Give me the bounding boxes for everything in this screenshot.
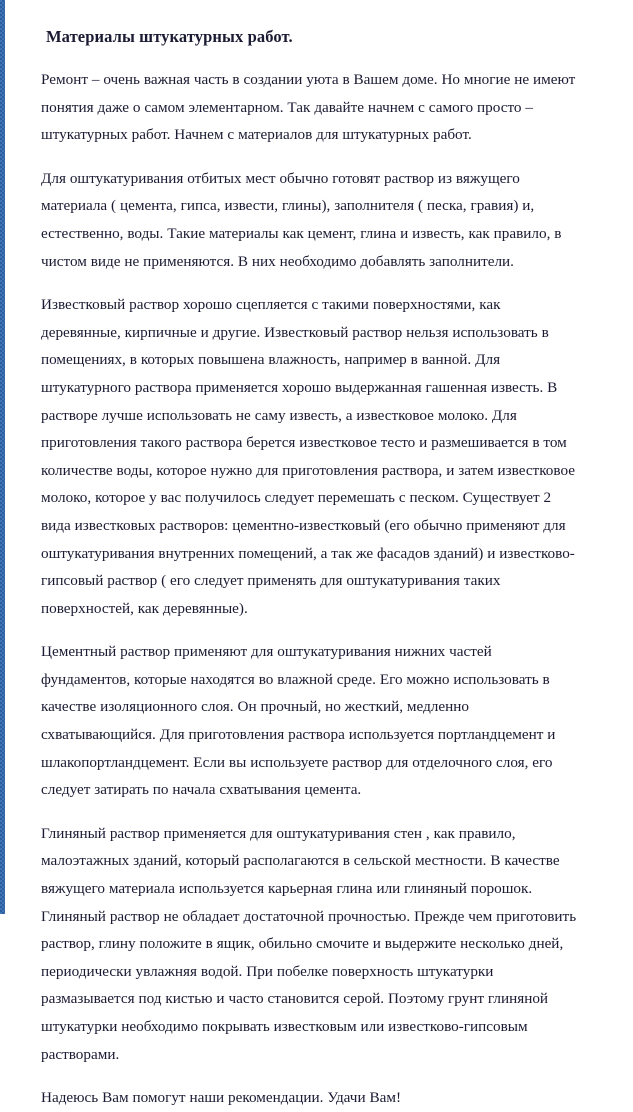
paragraph-lime-mortar: Известковый раствор хорошо сцепляется с такими поверхностями, как деревянные, кирпичные и другие. Известковый раствор нельзя использовать в помещениях, в которых повышена влажность, например в ванной. Для штукатурного раствора применяется хорошо выдержанная гашенная известь. В растворе лучше использовать не саму известь, а известковое молоко. Для приготовления такого раствора берется известковое тесто и размешивается в том количестве воды, которое нужно для приготовления раствора, и затем известковое молоко, которое у вас получилось следует перемешать с песком. Существует 2 вида известковых растворов: цементно-известковый (его обычно применяют для оштукатуривания внутренних помещений, а так же фасадов зданий) и известково-гипсовый раствор ( его следует применять для оштукатуривания таких поверхностей, как деревянные). [41,296,575,617]
paragraph-intro: Ремонт – очень важная часть в создании уюта в Вашем доме. Но многие не имеют понятия даже о самом элементарном. Так давайте начнем с самого просто – штукатурных работ. Начнем с материалов для штукатурных работ. [41,71,576,144]
paragraph-closing: Надеюсь Вам помогут наши рекомендации. Удачи Вам! [41,1089,402,1107]
paragraph-clay-mortar: Глиняный раствор применяется для оштукатуривания стен , как правило, малоэтажных зданий, который располагаются в сельской местности. В качестве вяжущего материала используется карьерная глина или глиняный порошок. Глиняный раствор не обладает достаточной прочностью. Прежде чем приготовить раствор, глину положите в ящик, обильно смочите и выдержите несколько дней, периодически увлажняя водой. При побелке поверхность штукатурки размазывается под кистью и часто становится серой. Поэтому грунт глиняной штукатурки необходимо покрывать известковым или известково-гипсовым растворами. [41,824,577,1063]
page-title: Материалы штукатурных работ. [46,27,293,46]
paragraph-materials: Для оштукатуривания отбитых мест обычно готовят раствор из вяжущего материала ( цемента, гипса, извести, глины), заполнителя ( песка, гравия) и, естественно, воды. Такие материалы как цемент, глина и известь, как правило, в чистом виде не применяются. В них необходимо добавлять заполнители. [41,169,562,270]
paragraph-cement-mortar: Цементный раствор применяют для оштукатуривания нижних частей фундаментов, которые находятся во влажной среде. Его можно использовать в качестве изоляционного слоя. Он прочный, но жесткий, медленно схватывающийся. Для приготовления раствора используется портландцемент и шлакопортландцемент. Если вы используете раствор для отделочного слоя, его следует затирать по начала схватывания цемента. [41,643,556,799]
